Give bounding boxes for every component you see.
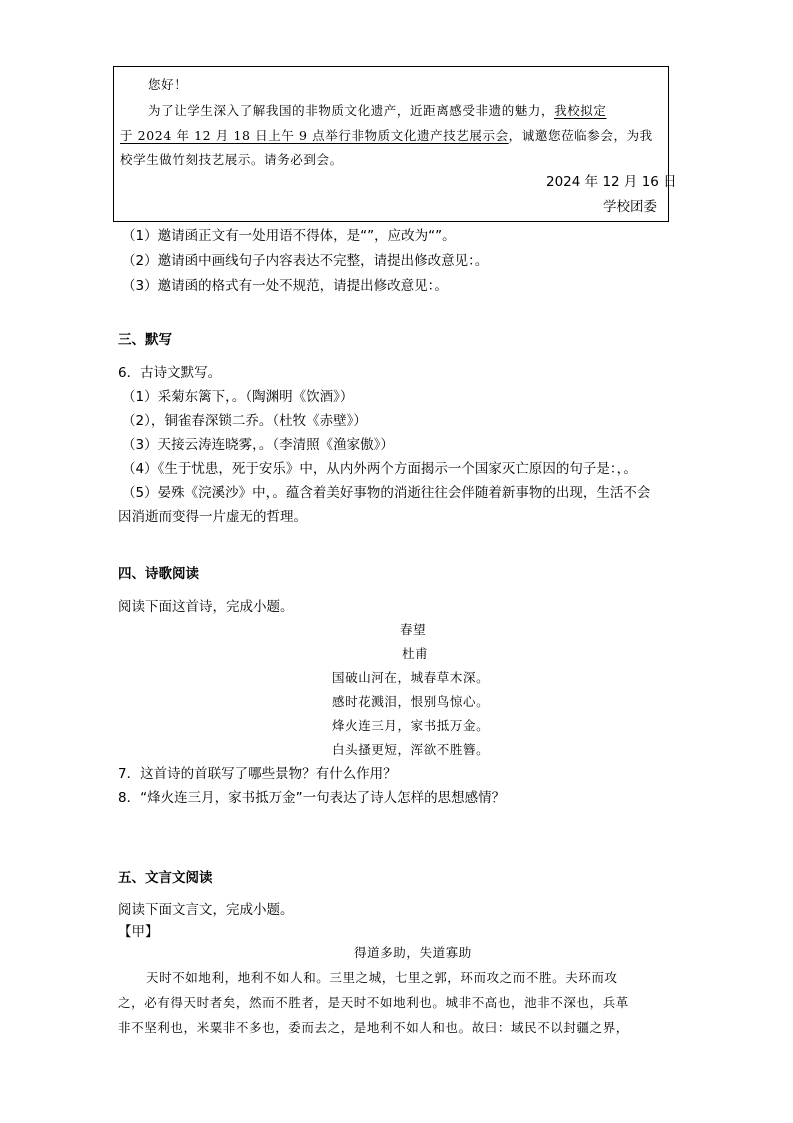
section-5-heading: 五、文言文阅读 xyxy=(118,870,213,886)
q6-item-5-cont: 因消逝而变得一片虚无的哲理。 xyxy=(118,509,307,525)
letter-body-line-3: 校学生做竹刻技艺展示。请务必到会。 xyxy=(120,152,343,167)
section-3-heading: 三、默写 xyxy=(118,332,172,348)
letter-body-line-2 xyxy=(120,126,653,144)
q7: 7．这首诗的首联写了哪些景物？有什么作用？ xyxy=(118,766,397,782)
letter-date: 2024 年 12 月 16 日 xyxy=(546,174,677,190)
q6-item-1: （1）采菊东篱下，。（陶渊明《饮酒》） xyxy=(122,389,354,405)
q6-item-2: （2），铜雀春深锁二乔。（杜牧《赤壁》） xyxy=(122,413,367,429)
section-4-intro: 阅读下面这首诗，完成小题。 xyxy=(118,599,294,615)
invitation-letter-box xyxy=(113,66,669,222)
q6-stem: 6．古诗文默写。 xyxy=(118,365,222,381)
letter-signer: 学校团委 xyxy=(603,199,657,215)
q5-item-1: （1）邀请函正文有一处用语不得体，是“”，应改为“”。 xyxy=(122,228,456,244)
letter-body-line-1-text: 为了让学生深入了解我国的非物质文化遗产，近距离感受非遗的魅力， xyxy=(148,103,555,118)
q6-item-3: （3）天接云涛连晓雾，。（李清照《渔家傲》） xyxy=(122,437,394,453)
letter-greeting: 您好！ xyxy=(148,77,188,92)
classical-text-line-1: 天时不如地利，地利不如人和。三里之城，七里之郭，环而攻之而不胜。夫环而攻 xyxy=(146,970,618,985)
poem-line-3: 烽火连三月，家书抵万金。 xyxy=(332,718,490,733)
section-5-intro: 阅读下面文言文，完成小题。 xyxy=(118,902,294,918)
underlined-sentence-part-1: 我校拟定 xyxy=(554,103,607,118)
poem-line-2: 感时花溅泪，恨别鸟惊心。 xyxy=(332,694,490,709)
poem-author: 杜甫 xyxy=(402,646,429,661)
letter-body-line-1 xyxy=(148,101,607,119)
poem-line-1: 国破山河在，城春草木深。 xyxy=(332,670,490,685)
section-4-heading: 四、诗歌阅读 xyxy=(118,566,199,582)
underlined-sentence-part-2: 于 2024 年 12 月 18 日上午 9 点举行非物质文化遗产技艺展示会 xyxy=(120,128,509,143)
part-label-jia: 【甲】 xyxy=(118,924,159,940)
classical-text-line-3: 非不坚利也，米粟非不多也，委而去之，是地利不如人和也。故曰：域民不以封疆之界， xyxy=(118,1020,629,1035)
q5-item-2: （2）邀请函中画线句子内容表达不完整，请提出修改意见：。 xyxy=(122,253,489,269)
q6-item-4: （4）《生于忧患，死于安乐》中，从内外两个方面揭示一个国家灭亡原因的句子是：，。 xyxy=(122,461,637,477)
poem-line-4: 白头搔更短，浑欲不胜簪。 xyxy=(332,742,490,757)
q5-item-3: （3）邀请函的格式有一处不规范，请提出修改意见：。 xyxy=(122,278,448,294)
poem-title: 春望 xyxy=(400,622,427,637)
q8: 8．“烽火连三月，家书抵万金”一句表达了诗人怎样的思想感情？ xyxy=(118,790,506,806)
q6-item-5: （5）晏殊《浣溪沙》中，。蕴含着美好事物的消逝往往会伴随着新事物的出现，生活不会 xyxy=(122,485,651,501)
classical-text-line-2: 之，必有得天时者矣，然而不胜者，是天时不如地利也。城非不高也，池非不深也，兵革 xyxy=(118,995,629,1010)
letter-body-line-2-text: ，诚邀您莅临参会，为我 xyxy=(508,128,653,143)
classical-text-title: 得道多助，失道寡助 xyxy=(354,945,472,960)
